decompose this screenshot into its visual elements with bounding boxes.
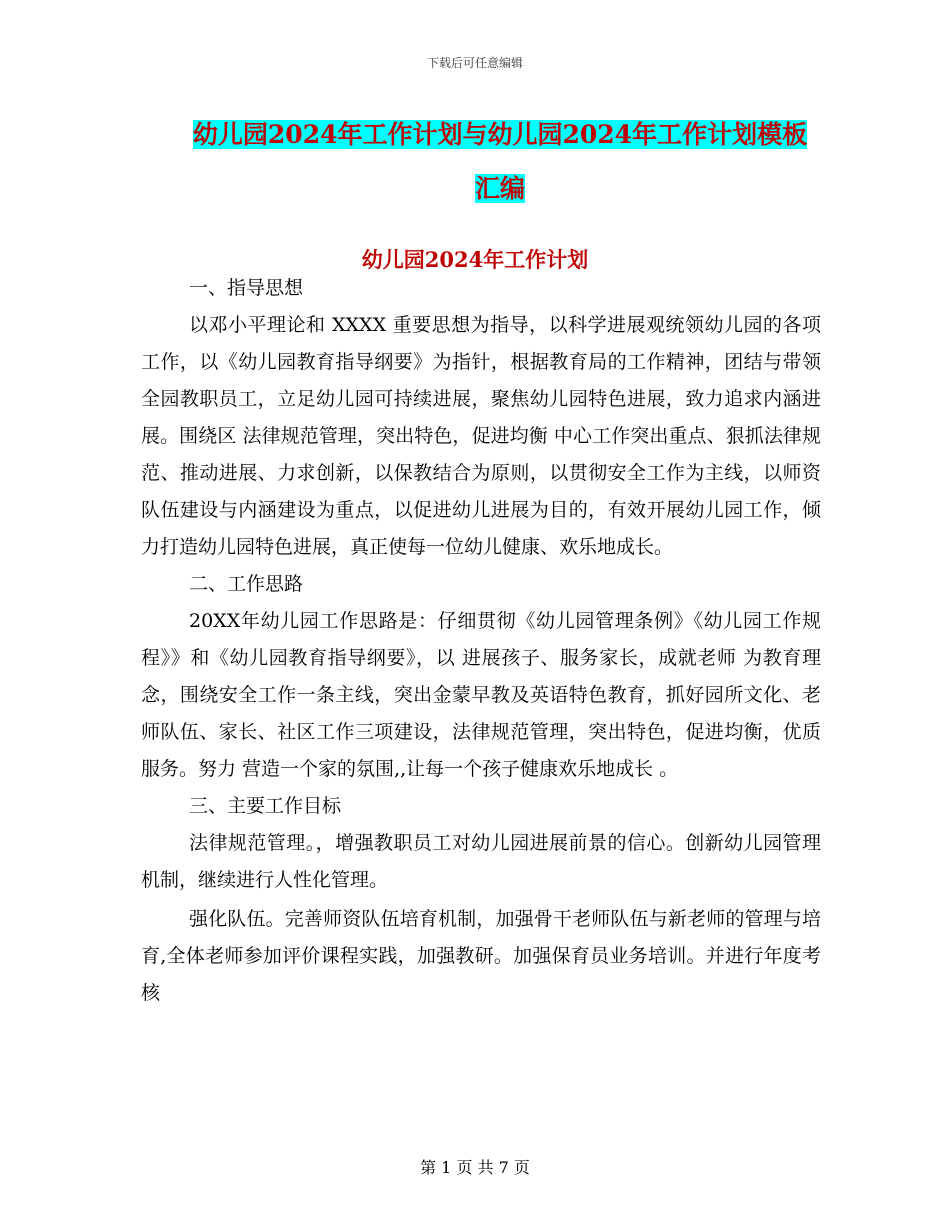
- heading-work-approach: 二、工作思路: [189, 573, 304, 595]
- paragraph-work-approach: 20XX年幼儿园工作思路是：仔细贯彻《幼儿园管理条例》《幼儿园工作规程》》和《幼儿园教育指导纲要》，以 进展孩子、服务家长，成就老师 为教育理念，围绕安全工作一条主线，突出金蒙早教及英语特色教育，抓好园所文化、老师队伍、家长、社区工作三项建设，法律规范管理，突出特色，促进均衡，优质服务。努力 营造一个家的氛围,,让每一个孩子健康欢乐地成长 。: [141, 610, 821, 780]
- section-title: 幼儿园2024年工作计划: [361, 247, 589, 272]
- document-body: [141, 270, 821, 1012]
- paragraph-guiding-ideology: 以邓小平理论和 XXXX 重要思想为指导，以科学进展观统领幼儿园的各项工作，以《幼儿园教育指导纲要》为指针，根据教育局的工作精神，团结与带领全园教职员工，立足幼儿园可持续进展，聚焦幼儿园特色进展，致力追求内涵进展。围绕区 法律规范管理，突出特色，促进均衡 中心工作突出重点、狠抓法律规范、推动进展、力求创新，以保教结合为原则，以贯彻安全工作为主线，以师资队伍建设与内涵建设为重点，以促进幼儿进展为目的，有效开展幼儿园工作，倾力打造幼儿园特色进展，真正使每一位幼儿健康、欢乐地成长。: [141, 314, 821, 558]
- heading-guiding-ideology: 一、指导思想: [189, 277, 304, 299]
- paragraph-main-goals-2: 强化队伍。完善师资队伍培育机制，加强骨干老师队伍与新老师的管理与培育,全体老师参加评价课程实践，加强教研。加强保育员业务培训。并进行年度考核: [141, 908, 821, 1004]
- heading-main-goals: 三、主要工作目标: [189, 795, 342, 817]
- document-title: [190, 108, 810, 216]
- paragraph-main-goals-1: 法律规范管理。，增强教职员工对幼儿园进展前景的信心。创新幼儿园管理机制，继续进行人性化管理。: [141, 832, 821, 891]
- header-note: 下载后可任意编辑: [426, 56, 523, 70]
- page-footer: 第 1 页 共 7 页: [420, 1158, 530, 1177]
- document-title-text: 幼儿园2024年工作计划与幼儿园2024年工作计划模板汇编: [192, 120, 808, 203]
